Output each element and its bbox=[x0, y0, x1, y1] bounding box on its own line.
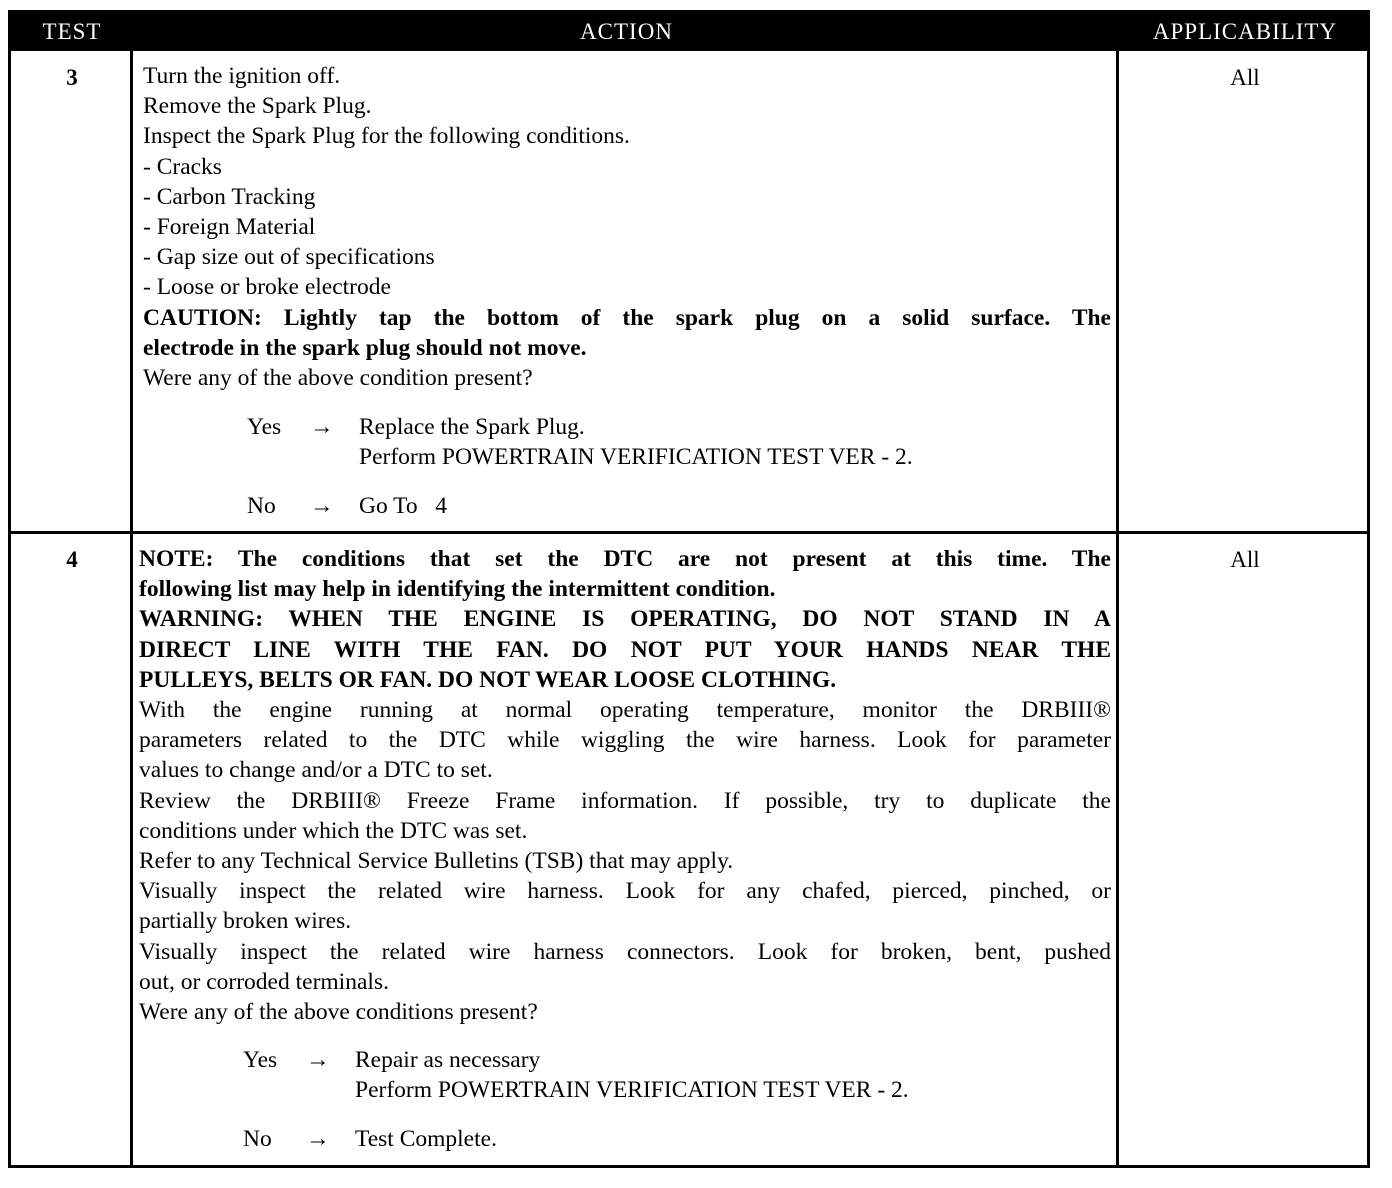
action-line: Inspect the Spark Plug for the following conditions. bbox=[143, 123, 630, 150]
header-test: TEST bbox=[42, 19, 102, 44]
warning-line: DIRECT LINE WITH THE FAN. DO NOT PUT YOUR HANDS NEAR THE bbox=[139, 636, 1111, 663]
arrow-right-icon: → bbox=[310, 493, 334, 519]
header-applicability: APPLICABILITY bbox=[1152, 19, 1338, 44]
yes-text-line: Perform POWERTRAIN VERIFICATION TEST VER - 2. bbox=[359, 444, 913, 470]
action-line: - Carbon Tracking bbox=[143, 183, 316, 210]
no-result bbox=[243, 1124, 1103, 1154]
body-line: conditions under which the DTC was set. bbox=[139, 817, 528, 844]
action-line: - Foreign Material bbox=[143, 214, 316, 241]
yes-result bbox=[247, 412, 1107, 472]
action-line: Remove the Spark Plug. bbox=[143, 93, 372, 120]
yes-text bbox=[355, 1045, 909, 1105]
body-line: Refer to any Technical Service Bulletins (TSB) that may apply. bbox=[139, 848, 734, 875]
table-header bbox=[11, 13, 1367, 51]
yes-label: Yes bbox=[243, 1047, 278, 1073]
warning-line: PULLEYS, BELTS OR FAN. DO NOT WEAR LOOSE CLOTHING. bbox=[139, 666, 837, 693]
body-line: Review the DRBIII® Freeze Frame information. If possible, try to duplicate the bbox=[139, 787, 1111, 814]
yes-text-line: Repair as necessary bbox=[355, 1047, 541, 1073]
action-line: Turn the ignition off. bbox=[143, 63, 341, 89]
question-line: Were any of the above conditions present? bbox=[139, 999, 538, 1026]
warning-line: WARNING: WHEN THE ENGINE IS OPERATING, DO NOT STAND IN A bbox=[139, 606, 1111, 633]
note-line: following list may help in identifying the intermittent condition. bbox=[139, 576, 776, 603]
test-number: 3 bbox=[66, 65, 78, 90]
arrow-right-icon: → bbox=[306, 1047, 330, 1073]
body-line: With the engine running at normal operating temperature, monitor the DRBIII® bbox=[139, 697, 1111, 724]
note-line: NOTE: The conditions that set the DTC are not present at this time. The bbox=[139, 546, 1111, 572]
caution-line: CAUTION: Lightly tap the bottom of the spark plug on a solid surface. The bbox=[143, 304, 1111, 331]
header-action: ACTION bbox=[580, 19, 673, 44]
body-line: out, or corroded terminals. bbox=[139, 968, 389, 995]
arrow-right-icon: → bbox=[310, 414, 334, 440]
yes-label: Yes bbox=[247, 414, 282, 440]
applicability-value: All bbox=[1230, 547, 1260, 572]
no-text: Go To 4 bbox=[359, 493, 448, 519]
body-line: Visually inspect the related wire harness. Look for any chafed, pierced, pinched, or bbox=[139, 878, 1111, 905]
caution-line: electrode in the spark plug should not move. bbox=[143, 334, 587, 361]
body-line: parameters related to the DTC while wiggling the wire harness. Look for parameter bbox=[139, 727, 1111, 754]
question-line: Were any of the above condition present? bbox=[143, 365, 533, 392]
no-label: No bbox=[243, 1126, 272, 1152]
no-result bbox=[247, 491, 1107, 521]
test-number: 4 bbox=[66, 547, 78, 572]
no-text: Test Complete. bbox=[355, 1126, 497, 1152]
column-divider bbox=[130, 51, 133, 1168]
action-text-test-3 bbox=[143, 61, 1111, 393]
yes-result bbox=[243, 1045, 1103, 1105]
action-line: - Cracks bbox=[143, 153, 222, 180]
column-divider bbox=[1116, 51, 1119, 1168]
yes-text bbox=[359, 412, 913, 472]
diagnostic-table bbox=[8, 10, 1370, 1168]
body-line: partially broken wires. bbox=[139, 908, 352, 935]
yes-text-line: Perform POWERTRAIN VERIFICATION TEST VER - 2. bbox=[355, 1077, 909, 1103]
body-line: values to change and/or a DTC to set. bbox=[139, 757, 493, 784]
no-label: No bbox=[247, 493, 276, 519]
yes-text-line: Replace the Spark Plug. bbox=[359, 414, 585, 440]
action-line: - Gap size out of specifications bbox=[143, 244, 435, 271]
arrow-right-icon: → bbox=[306, 1126, 330, 1152]
action-text-test-4 bbox=[139, 544, 1111, 1027]
body-line: Visually inspect the related wire harness connectors. Look for broken, bent, pushed bbox=[139, 938, 1111, 965]
action-line: - Loose or broke electrode bbox=[143, 274, 391, 301]
applicability-value: All bbox=[1230, 65, 1260, 90]
row-divider bbox=[11, 531, 1367, 534]
